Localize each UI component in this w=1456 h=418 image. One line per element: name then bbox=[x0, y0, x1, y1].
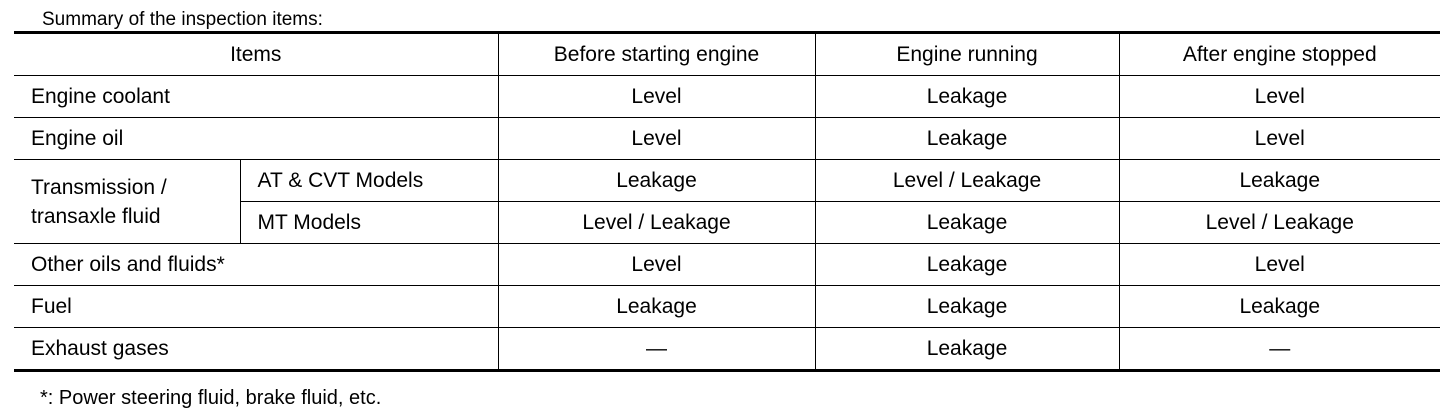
cell-after: Level bbox=[1119, 76, 1440, 118]
cell-running: Leakage bbox=[815, 244, 1119, 286]
column-header-engine-running: Engine running bbox=[815, 33, 1119, 76]
table-row bbox=[14, 118, 1440, 160]
column-header-after-stopped: After engine stopped bbox=[1119, 33, 1440, 76]
column-header-before-starting: Before starting engine bbox=[498, 33, 815, 76]
footnote: *: Power steering fluid, brake fluid, etc. bbox=[40, 387, 382, 409]
cell-running: Level / Leakage bbox=[815, 160, 1119, 202]
table-header-row bbox=[14, 33, 1440, 76]
cell-before: Level / Leakage bbox=[498, 202, 815, 244]
cell-before: — bbox=[498, 328, 815, 371]
cell-after: Leakage bbox=[1119, 286, 1440, 328]
cell-after: Leakage bbox=[1119, 160, 1440, 202]
cell-running: Leakage bbox=[815, 328, 1119, 371]
sub-item-label: AT & CVT Models bbox=[240, 160, 498, 202]
cell-before: Level bbox=[498, 76, 815, 118]
cell-running: Leakage bbox=[815, 286, 1119, 328]
column-header-items: Items bbox=[14, 33, 498, 76]
item-label: Engine oil bbox=[14, 118, 498, 160]
item-label-transmission: Transmission / transaxle fluid bbox=[14, 160, 240, 244]
table-row bbox=[14, 76, 1440, 118]
table-caption: Summary of the inspection items: bbox=[42, 9, 323, 30]
cell-before: Leakage bbox=[498, 160, 815, 202]
inspection-summary-table bbox=[14, 31, 1440, 372]
table-row bbox=[14, 244, 1440, 286]
table-row bbox=[14, 160, 1440, 202]
table-row bbox=[14, 328, 1440, 371]
table-row bbox=[14, 286, 1440, 328]
cell-running: Leakage bbox=[815, 118, 1119, 160]
cell-before: Leakage bbox=[498, 286, 815, 328]
sub-item-label: MT Models bbox=[240, 202, 498, 244]
cell-running: Leakage bbox=[815, 76, 1119, 118]
item-label: Engine coolant bbox=[14, 76, 498, 118]
cell-after: Level / Leakage bbox=[1119, 202, 1440, 244]
cell-before: Level bbox=[498, 118, 815, 160]
cell-before: Level bbox=[498, 244, 815, 286]
cell-after: Level bbox=[1119, 244, 1440, 286]
cell-after: Level bbox=[1119, 118, 1440, 160]
item-label: Fuel bbox=[14, 286, 498, 328]
cell-running: Leakage bbox=[815, 202, 1119, 244]
cell-after: — bbox=[1119, 328, 1440, 371]
item-label: Exhaust gases bbox=[14, 328, 498, 371]
item-label: Other oils and fluids* bbox=[14, 244, 498, 286]
